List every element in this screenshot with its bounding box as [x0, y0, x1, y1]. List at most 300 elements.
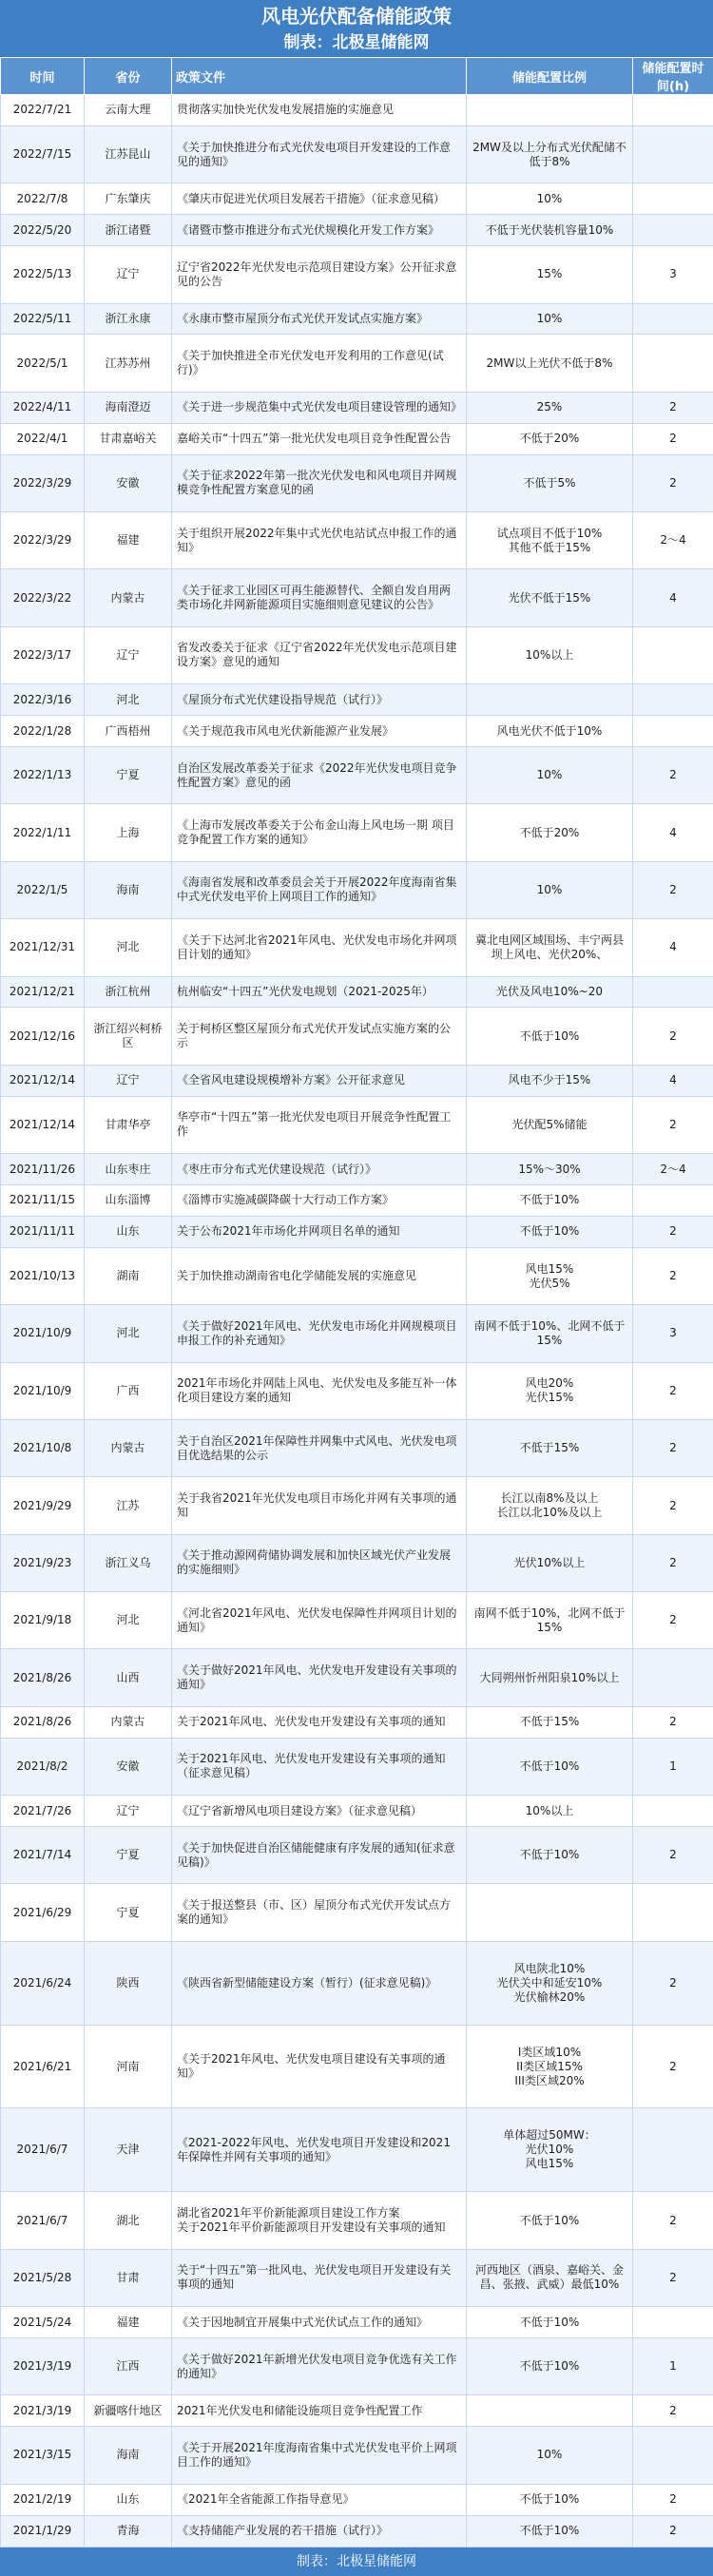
cell-province: 海南	[85, 861, 172, 918]
cell-date: 2021/12/14	[1, 1065, 85, 1096]
cell-hours	[633, 1796, 713, 1827]
cell-ratio	[467, 2395, 633, 2427]
cell-policy: 《海南省发展和改革委员会关于开展2022年度海南省集中式光伏发电平价上网项目工作的通知》	[172, 861, 467, 918]
cell-ratio: 10%	[467, 2427, 633, 2484]
cell-ratio: 10%以上	[467, 1796, 633, 1827]
cell-hours: 2	[633, 1534, 713, 1591]
cell-date: 2021/5/24	[1, 2307, 85, 2338]
cell-ratio: 10%	[467, 747, 633, 804]
cell-ratio: 不低于15%	[467, 1706, 633, 1738]
table-row	[1, 976, 713, 1008]
cell-date: 2021/3/19	[1, 2337, 85, 2394]
cell-province: 安徽	[85, 454, 172, 511]
table-row	[1, 183, 713, 215]
cell-date: 2021/11/11	[1, 1216, 85, 1247]
cell-ratio: 不低于10%	[467, 2192, 633, 2249]
cell-province: 辽宁	[85, 1065, 172, 1096]
table-row	[1, 303, 713, 335]
cell-hours	[633, 2427, 713, 2484]
cell-policy: 辽宁省2022年光伏发电示范项目建设方案》公开征求意见的公告	[172, 246, 467, 303]
cell-hours: 2	[633, 1477, 713, 1534]
cell-date: 2021/12/21	[1, 976, 85, 1008]
cell-ratio: 长江以南8%及以上 长江以北10%及以上	[467, 1477, 633, 1534]
column-header-ratio: 储能配置比例	[467, 58, 633, 95]
table-row	[1, 747, 713, 804]
cell-hours: 2	[633, 1216, 713, 1247]
cell-policy: 省发改委关于征求《辽宁省2022年光伏发电示范项目建设方案》意见的通知	[172, 626, 467, 683]
cell-ratio: 不低于10%	[467, 1827, 633, 1884]
cell-date: 2021/9/29	[1, 1477, 85, 1534]
cell-province: 辽宁	[85, 626, 172, 683]
cell-province: 天津	[85, 2108, 172, 2192]
cell-ratio: 10%	[467, 303, 633, 335]
column-header-date: 时间	[1, 58, 85, 95]
cell-policy: 2021年光伏发电和储能设施项目竞争性配置工作	[172, 2395, 467, 2427]
table-header-row	[1, 58, 713, 95]
cell-date: 2021/10/13	[1, 1247, 85, 1304]
table-row	[1, 1477, 713, 1534]
cell-ratio: 大同朔州忻州阳泉10%以上	[467, 1649, 633, 1706]
table-row	[1, 512, 713, 569]
cell-province: 宁夏	[85, 747, 172, 804]
cell-date: 2022/1/5	[1, 861, 85, 918]
table-row	[1, 626, 713, 683]
cell-province: 安徽	[85, 1738, 172, 1795]
cell-date: 2021/7/26	[1, 1796, 85, 1827]
cell-policy: 《关于做好2021年新增光伏发电项目竞争优选有关工作的通知》	[172, 2337, 467, 2394]
table-row	[1, 335, 713, 392]
cell-policy: 《河北省2021年风电、光伏发电保障性并网项目计划的通知》	[172, 1592, 467, 1649]
table-row	[1, 1706, 713, 1738]
cell-province: 湖南	[85, 1247, 172, 1304]
cell-policy: 《关于开展2021年度海南省集中式光伏发电平价上网项目工作的通知》	[172, 2427, 467, 2484]
cell-policy: 《诸暨市整市推进分布式光伏规模化开发工作方案》	[172, 215, 467, 246]
cell-date: 2021/6/7	[1, 2192, 85, 2249]
cell-ratio: 不低于10%	[467, 1185, 633, 1217]
cell-hours: 4	[633, 569, 713, 626]
cell-date: 2022/7/8	[1, 183, 85, 215]
cell-province: 河北	[85, 1592, 172, 1649]
cell-policy: 杭州临安“十四五”光伏发电规划（2021-2025年）	[172, 976, 467, 1008]
table-row	[1, 1216, 713, 1247]
cell-province: 海南	[85, 2427, 172, 2484]
cell-hours: 2	[633, 2192, 713, 2249]
table-row	[1, 1247, 713, 1304]
table-row	[1, 1827, 713, 1884]
table-row	[1, 2337, 713, 2394]
cell-policy: 《枣庄市分布式光伏建设规范（试行）》	[172, 1154, 467, 1185]
cell-hours	[633, 95, 713, 126]
cell-ratio	[467, 95, 633, 126]
cell-policy: 《关于因地制宜开展集中式光伏试点工作的通知》	[172, 2307, 467, 2338]
cell-policy: 贯彻落实加快光伏发电发展措施的实施意见	[172, 95, 467, 126]
cell-policy: 《屋顶分布式光伏建设指导规范（试行）》	[172, 684, 467, 716]
cell-province: 江苏苏州	[85, 335, 172, 392]
cell-province: 山东	[85, 1216, 172, 1247]
cell-ratio: 不低于10%	[467, 2515, 633, 2547]
cell-date: 2022/5/13	[1, 246, 85, 303]
cell-province: 福建	[85, 2307, 172, 2338]
cell-date: 2021/12/16	[1, 1008, 85, 1065]
cell-hours	[633, 976, 713, 1008]
table-row	[1, 2395, 713, 2427]
cell-hours	[633, 2307, 713, 2338]
cell-policy: 《关于下达河北省2021年风电、光伏发电市场化并网项目计划的通知》	[172, 919, 467, 976]
cell-province: 广西	[85, 1362, 172, 1419]
table-row	[1, 2307, 713, 2338]
cell-ratio: 光伏及风电10%~20	[467, 976, 633, 1008]
cell-province: 河南	[85, 2025, 172, 2108]
table-row	[1, 1008, 713, 1065]
cell-hours: 2	[633, 861, 713, 918]
cell-ratio: 不低于10%	[467, 1738, 633, 1795]
table-row	[1, 1649, 713, 1706]
cell-province: 陕西	[85, 1941, 172, 2025]
cell-ratio	[467, 684, 633, 716]
cell-hours: 2	[633, 454, 713, 511]
cell-policy: 《肇庆市促进光伏项目发展若干措施》（征求意见稿）	[172, 183, 467, 215]
cell-date: 2021/3/19	[1, 2395, 85, 2427]
cell-date: 2021/6/29	[1, 1884, 85, 1941]
page-subtitle: 制表：北极星储能网	[283, 33, 430, 52]
cell-ratio: 风电光伏不低于10%	[467, 716, 633, 747]
cell-hours: 2	[633, 1419, 713, 1476]
cell-policy: 《永康市整市屋顶分布式光伏开发试点实施方案》	[172, 303, 467, 335]
table-row	[1, 423, 713, 454]
cell-hours	[633, 684, 713, 716]
cell-date: 2021/10/8	[1, 1419, 85, 1476]
cell-province: 云南大理	[85, 95, 172, 126]
cell-policy: 《支持储能产业发展的若干措施（试行）》	[172, 2515, 467, 2547]
cell-policy: 《关于做好2021年风电、光伏发电开发建设有关事项的通知》	[172, 1649, 467, 1706]
footer-bar	[0, 2547, 713, 2576]
cell-date: 2022/5/11	[1, 303, 85, 335]
cell-province: 辽宁	[85, 1796, 172, 1827]
table-row	[1, 2427, 713, 2484]
cell-province: 河北	[85, 919, 172, 976]
cell-hours: 2	[633, 1008, 713, 1065]
cell-policy: 《关于报送整县（市、区）屋顶分布式光伏开发试点方案的通知》	[172, 1884, 467, 1941]
cell-ratio: 不低于光伏装机容量10%	[467, 215, 633, 246]
cell-ratio: 2MW及以上分布式光伏配储不低于8%	[467, 125, 633, 183]
cell-policy: 关于自治区2021年保障性并网集中式风电、光伏发电项目优选结果的公示	[172, 1419, 467, 1476]
cell-date: 2021/7/14	[1, 1827, 85, 1884]
table-row	[1, 95, 713, 126]
cell-date: 2022/4/1	[1, 423, 85, 454]
cell-hours	[633, 183, 713, 215]
cell-province: 浙江诸暨	[85, 215, 172, 246]
cell-date: 2022/7/21	[1, 95, 85, 126]
column-header-hours: 储能配置时间(h)	[633, 58, 713, 95]
cell-province: 浙江绍兴柯桥区	[85, 1008, 172, 1065]
cell-ratio: 不低于5%	[467, 454, 633, 511]
table-row	[1, 684, 713, 716]
cell-date: 2022/1/11	[1, 804, 85, 861]
cell-ratio: 10%以上	[467, 626, 633, 683]
cell-ratio: 风电不少于15%	[467, 1065, 633, 1096]
table-row	[1, 2108, 713, 2192]
cell-date: 2021/8/26	[1, 1649, 85, 1706]
cell-policy: 《关于征求2022年第一批次光伏发电和风电项目并网规模竞争性配置方案意见的函	[172, 454, 467, 511]
cell-date: 2021/12/14	[1, 1096, 85, 1153]
cell-policy: 《关于推动源网荷储协调发展和加快区域光伏产业发展的实施细则》	[172, 1534, 467, 1591]
cell-hours: 4	[633, 919, 713, 976]
cell-hours	[633, 303, 713, 335]
cell-policy: 2021年市场化并网陆上风电、光伏发电及多能互补一体化项目建设方案的通知	[172, 1362, 467, 1419]
cell-hours: 2	[633, 392, 713, 423]
cell-policy: 《关于加快推进分布式光伏发电项目开发建设的工作意见的通知》	[172, 125, 467, 183]
cell-ratio: 不低于15%	[467, 1419, 633, 1476]
cell-province: 内蒙古	[85, 1706, 172, 1738]
cell-province: 内蒙古	[85, 1419, 172, 1476]
table-row	[1, 2249, 713, 2306]
cell-hours: 2	[633, 423, 713, 454]
cell-hours: 2	[633, 2249, 713, 2306]
table-row	[1, 125, 713, 183]
cell-policy: 《关于规范我市风电光伏新能源产业发展》	[172, 716, 467, 747]
cell-ratio: 单体超过50MW： 光伏10% 风电15%	[467, 2108, 633, 2192]
cell-date: 2022/5/1	[1, 335, 85, 392]
table-row	[1, 716, 713, 747]
cell-hours: 2	[633, 747, 713, 804]
cell-policy: 自治区发展改革委关于征求《2022年光伏发电项目竞争性配置方案》意见的函	[172, 747, 467, 804]
cell-date: 2021/3/15	[1, 2427, 85, 2484]
cell-province: 福建	[85, 512, 172, 569]
table-row	[1, 1796, 713, 1827]
cell-hours: 2	[633, 2484, 713, 2515]
table-row	[1, 1096, 713, 1153]
cell-policy: 华亭市“十四五”第一批光伏发电项目开展竞争性配置工作	[172, 1096, 467, 1153]
cell-date: 2021/1/29	[1, 2515, 85, 2547]
cell-province: 广西梧州	[85, 716, 172, 747]
cell-hours: 2	[633, 2025, 713, 2108]
table-row	[1, 246, 713, 303]
cell-ratio: 2MW以上光伏不低于8%	[467, 335, 633, 392]
cell-policy: 《2021-2022年风电、光伏发电项目开发建设和2021年保障性并网有关事项的通知》	[172, 2108, 467, 2192]
table-row	[1, 919, 713, 976]
cell-date: 2021/12/31	[1, 919, 85, 976]
cell-province: 江西	[85, 2337, 172, 2394]
column-header-policy: 政策文件	[172, 58, 467, 95]
cell-policy: 关于公布2021年市场化并网项目名单的通知	[172, 1216, 467, 1247]
cell-hours: 1	[633, 1738, 713, 1795]
cell-ratio: 不低于10%	[467, 2337, 633, 2394]
cell-date: 2021/11/15	[1, 1185, 85, 1217]
cell-date: 2022/3/17	[1, 626, 85, 683]
cell-hours	[633, 335, 713, 392]
cell-ratio: 冀北电网区域围场、丰宁两县坝上风电、光伏20%、	[467, 919, 633, 976]
cell-policy: 《淄博市实施减碳降碳十大行动工作方案》	[172, 1185, 467, 1217]
table-body	[1, 95, 713, 2547]
cell-ratio: 河西地区（酒泉、嘉峪关、金昌、张掖、武威）最低10%	[467, 2249, 633, 2306]
cell-province: 内蒙古	[85, 569, 172, 626]
cell-policy: 《2021年全省能源工作指导意见》	[172, 2484, 467, 2515]
cell-date: 2022/5/20	[1, 215, 85, 246]
cell-province: 山东枣庄	[85, 1154, 172, 1185]
cell-hours: 3	[633, 1305, 713, 1362]
cell-ratio: 风电陕北10% 光伏关中和延安10% 光伏榆林20%	[467, 1941, 633, 2025]
cell-hours	[633, 716, 713, 747]
cell-date: 2022/3/16	[1, 684, 85, 716]
cell-ratio: 10%	[467, 861, 633, 918]
cell-ratio: 不低于10%	[467, 1216, 633, 1247]
table-row	[1, 804, 713, 861]
cell-province: 甘肃嘉峪关	[85, 423, 172, 454]
table-row	[1, 1884, 713, 1941]
cell-ratio: 25%	[467, 392, 633, 423]
table-row	[1, 1534, 713, 1591]
table-row	[1, 569, 713, 626]
cell-hours: 2～4	[633, 1154, 713, 1185]
cell-date: 2021/10/9	[1, 1362, 85, 1419]
cell-province: 山西	[85, 1649, 172, 1706]
cell-province: 宁夏	[85, 1884, 172, 1941]
cell-hours	[633, 1884, 713, 1941]
cell-province: 浙江永康	[85, 303, 172, 335]
cell-policy: 关于柯桥区整区屋顶分布式光伏开发试点实施方案的公示	[172, 1008, 467, 1065]
cell-policy: 关于2021年风电、光伏发电开发建设有关事项的通知（征求意见稿）	[172, 1738, 467, 1795]
cell-hours: 2	[633, 2395, 713, 2427]
cell-province: 山东	[85, 2484, 172, 2515]
cell-date: 2022/7/15	[1, 125, 85, 183]
cell-policy: 嘉峪关市“十四五”第一批光伏发电项目竞争性配置公告	[172, 423, 467, 454]
cell-policy: 《陕西省新型储能建设方案（暂行）(征求意见稿)》	[172, 1941, 467, 2025]
cell-hours: 4	[633, 1065, 713, 1096]
page-title: 风电光伏配备储能政策	[261, 5, 452, 28]
policy-table-area	[0, 57, 713, 2547]
cell-hours: 2	[633, 1362, 713, 1419]
table-row	[1, 2192, 713, 2249]
cell-province: 甘肃华亭	[85, 1096, 172, 1153]
table-row	[1, 1154, 713, 1185]
cell-ratio: 不低于10%	[467, 1008, 633, 1065]
cell-hours	[633, 215, 713, 246]
cell-policy: 《全省风电建设规模增补方案》公开征求意见	[172, 1065, 467, 1096]
cell-ratio	[467, 1884, 633, 1941]
cell-policy: 《关于进一步规范集中式光伏发电项目建设管理的通知》	[172, 392, 467, 423]
cell-hours	[633, 2108, 713, 2192]
cell-province: 河北	[85, 1305, 172, 1362]
cell-hours: 2	[633, 2515, 713, 2547]
cell-province: 江苏	[85, 1477, 172, 1534]
cell-province: 辽宁	[85, 246, 172, 303]
cell-hours: 2	[633, 1941, 713, 2025]
cell-date: 2021/10/9	[1, 1305, 85, 1362]
cell-hours: 2	[633, 1247, 713, 1304]
cell-date: 2022/4/11	[1, 392, 85, 423]
cell-date: 2021/8/26	[1, 1706, 85, 1738]
cell-hours	[633, 1185, 713, 1217]
cell-hours: 2	[633, 1827, 713, 1884]
cell-policy: 《关于2021年风电、光伏发电项目建设有关事项的通知》	[172, 2025, 467, 2108]
cell-province: 新疆喀什地区	[85, 2395, 172, 2427]
cell-date: 2022/3/22	[1, 569, 85, 626]
cell-province: 宁夏	[85, 1827, 172, 1884]
cell-date: 2022/3/29	[1, 512, 85, 569]
cell-province: 甘肃	[85, 2249, 172, 2306]
table-row	[1, 1305, 713, 1362]
cell-ratio: 光伏不低于15%	[467, 569, 633, 626]
cell-hours	[633, 626, 713, 683]
cell-province: 浙江义乌	[85, 1534, 172, 1591]
cell-date: 2021/8/2	[1, 1738, 85, 1795]
cell-policy: 关于组织开展2022年集中式光伏电站试点申报工作的通知》	[172, 512, 467, 569]
cell-province: 上海	[85, 804, 172, 861]
cell-ratio: 不低于20%	[467, 804, 633, 861]
cell-ratio: 15%～30%	[467, 1154, 633, 1185]
cell-date: 2021/6/24	[1, 1941, 85, 2025]
cell-policy: 关于“十四五”第一批风电、光伏发电项目开发建设有关事项的通知	[172, 2249, 467, 2306]
cell-ratio: 15%	[467, 246, 633, 303]
cell-date: 2021/11/26	[1, 1154, 85, 1185]
cell-date: 2021/2/19	[1, 2484, 85, 2515]
cell-policy: 《辽宁省新增风电项目建设方案》（征求意见稿）	[172, 1796, 467, 1827]
table-row	[1, 2484, 713, 2515]
column-header-province: 省份	[85, 58, 172, 95]
cell-date: 2022/1/28	[1, 716, 85, 747]
table-row	[1, 392, 713, 423]
footer-credit: 制表：北极星储能网	[297, 2554, 416, 2569]
cell-policy: 湖北省2021年平价新能源项目建设工作方案 关于2021年平价新能源项目开发建设有关事项的通知	[172, 2192, 467, 2249]
table-row	[1, 454, 713, 511]
table-row	[1, 1592, 713, 1649]
table-row	[1, 1738, 713, 1795]
cell-province: 湖北	[85, 2192, 172, 2249]
cell-hours	[633, 1649, 713, 1706]
cell-policy: 关于我省2021年光伏发电项目市场化并网有关事项的通知	[172, 1477, 467, 1534]
cell-date: 2021/9/18	[1, 1592, 85, 1649]
cell-province: 河北	[85, 684, 172, 716]
table-row	[1, 1065, 713, 1096]
table-row	[1, 1419, 713, 1476]
cell-ratio: 光伏10%以上	[467, 1534, 633, 1591]
cell-ratio: I类区域10% II类区域15% III类区域20%	[467, 2025, 633, 2108]
cell-policy: 《关于加快促进自治区储能健康有序发展的通知(征求意见稿)》	[172, 1827, 467, 1884]
cell-province: 浙江杭州	[85, 976, 172, 1008]
cell-date: 2021/5/28	[1, 2249, 85, 2306]
cell-hours: 1	[633, 2337, 713, 2394]
cell-ratio: 不低于10%	[467, 2307, 633, 2338]
table-row	[1, 861, 713, 918]
cell-policy: 《关于征求工业园区可再生能源替代、全额自发自用两类市场化并网新能源项目实施细则意见建议的公告》	[172, 569, 467, 626]
cell-hours: 2～4	[633, 512, 713, 569]
cell-ratio: 不低于10%	[467, 2484, 633, 2515]
cell-province: 广东肇庆	[85, 183, 172, 215]
cell-policy: 《关于做好2021年风电、光伏发电市场化并网规模项目申报工作的补充通知》	[172, 1305, 467, 1362]
cell-ratio: 不低于20%	[467, 423, 633, 454]
cell-ratio: 风电20% 光伏15%	[467, 1362, 633, 1419]
cell-policy: 关于2021年风电、光伏发电开发建设有关事项的通知	[172, 1706, 467, 1738]
cell-province: 海南澄迈	[85, 392, 172, 423]
cell-hours: 2	[633, 1592, 713, 1649]
cell-ratio: 南网不低于10%，北网不低于15%	[467, 1592, 633, 1649]
cell-hours	[633, 125, 713, 183]
cell-hours: 2	[633, 1096, 713, 1153]
cell-date: 2021/9/23	[1, 1534, 85, 1591]
cell-policy: 关于加快推动湖南省电化学储能发展的实施意见	[172, 1247, 467, 1304]
cell-ratio: 风电15% 光伏5%	[467, 1247, 633, 1304]
cell-date: 2022/3/29	[1, 454, 85, 511]
cell-date: 2021/6/7	[1, 2108, 85, 2192]
cell-hours: 4	[633, 804, 713, 861]
table-row	[1, 1362, 713, 1419]
table-row	[1, 1185, 713, 1217]
cell-province: 山东淄博	[85, 1185, 172, 1217]
cell-date: 2022/1/13	[1, 747, 85, 804]
cell-date: 2021/6/21	[1, 2025, 85, 2108]
title-bar	[0, 0, 713, 57]
table-row	[1, 2515, 713, 2547]
